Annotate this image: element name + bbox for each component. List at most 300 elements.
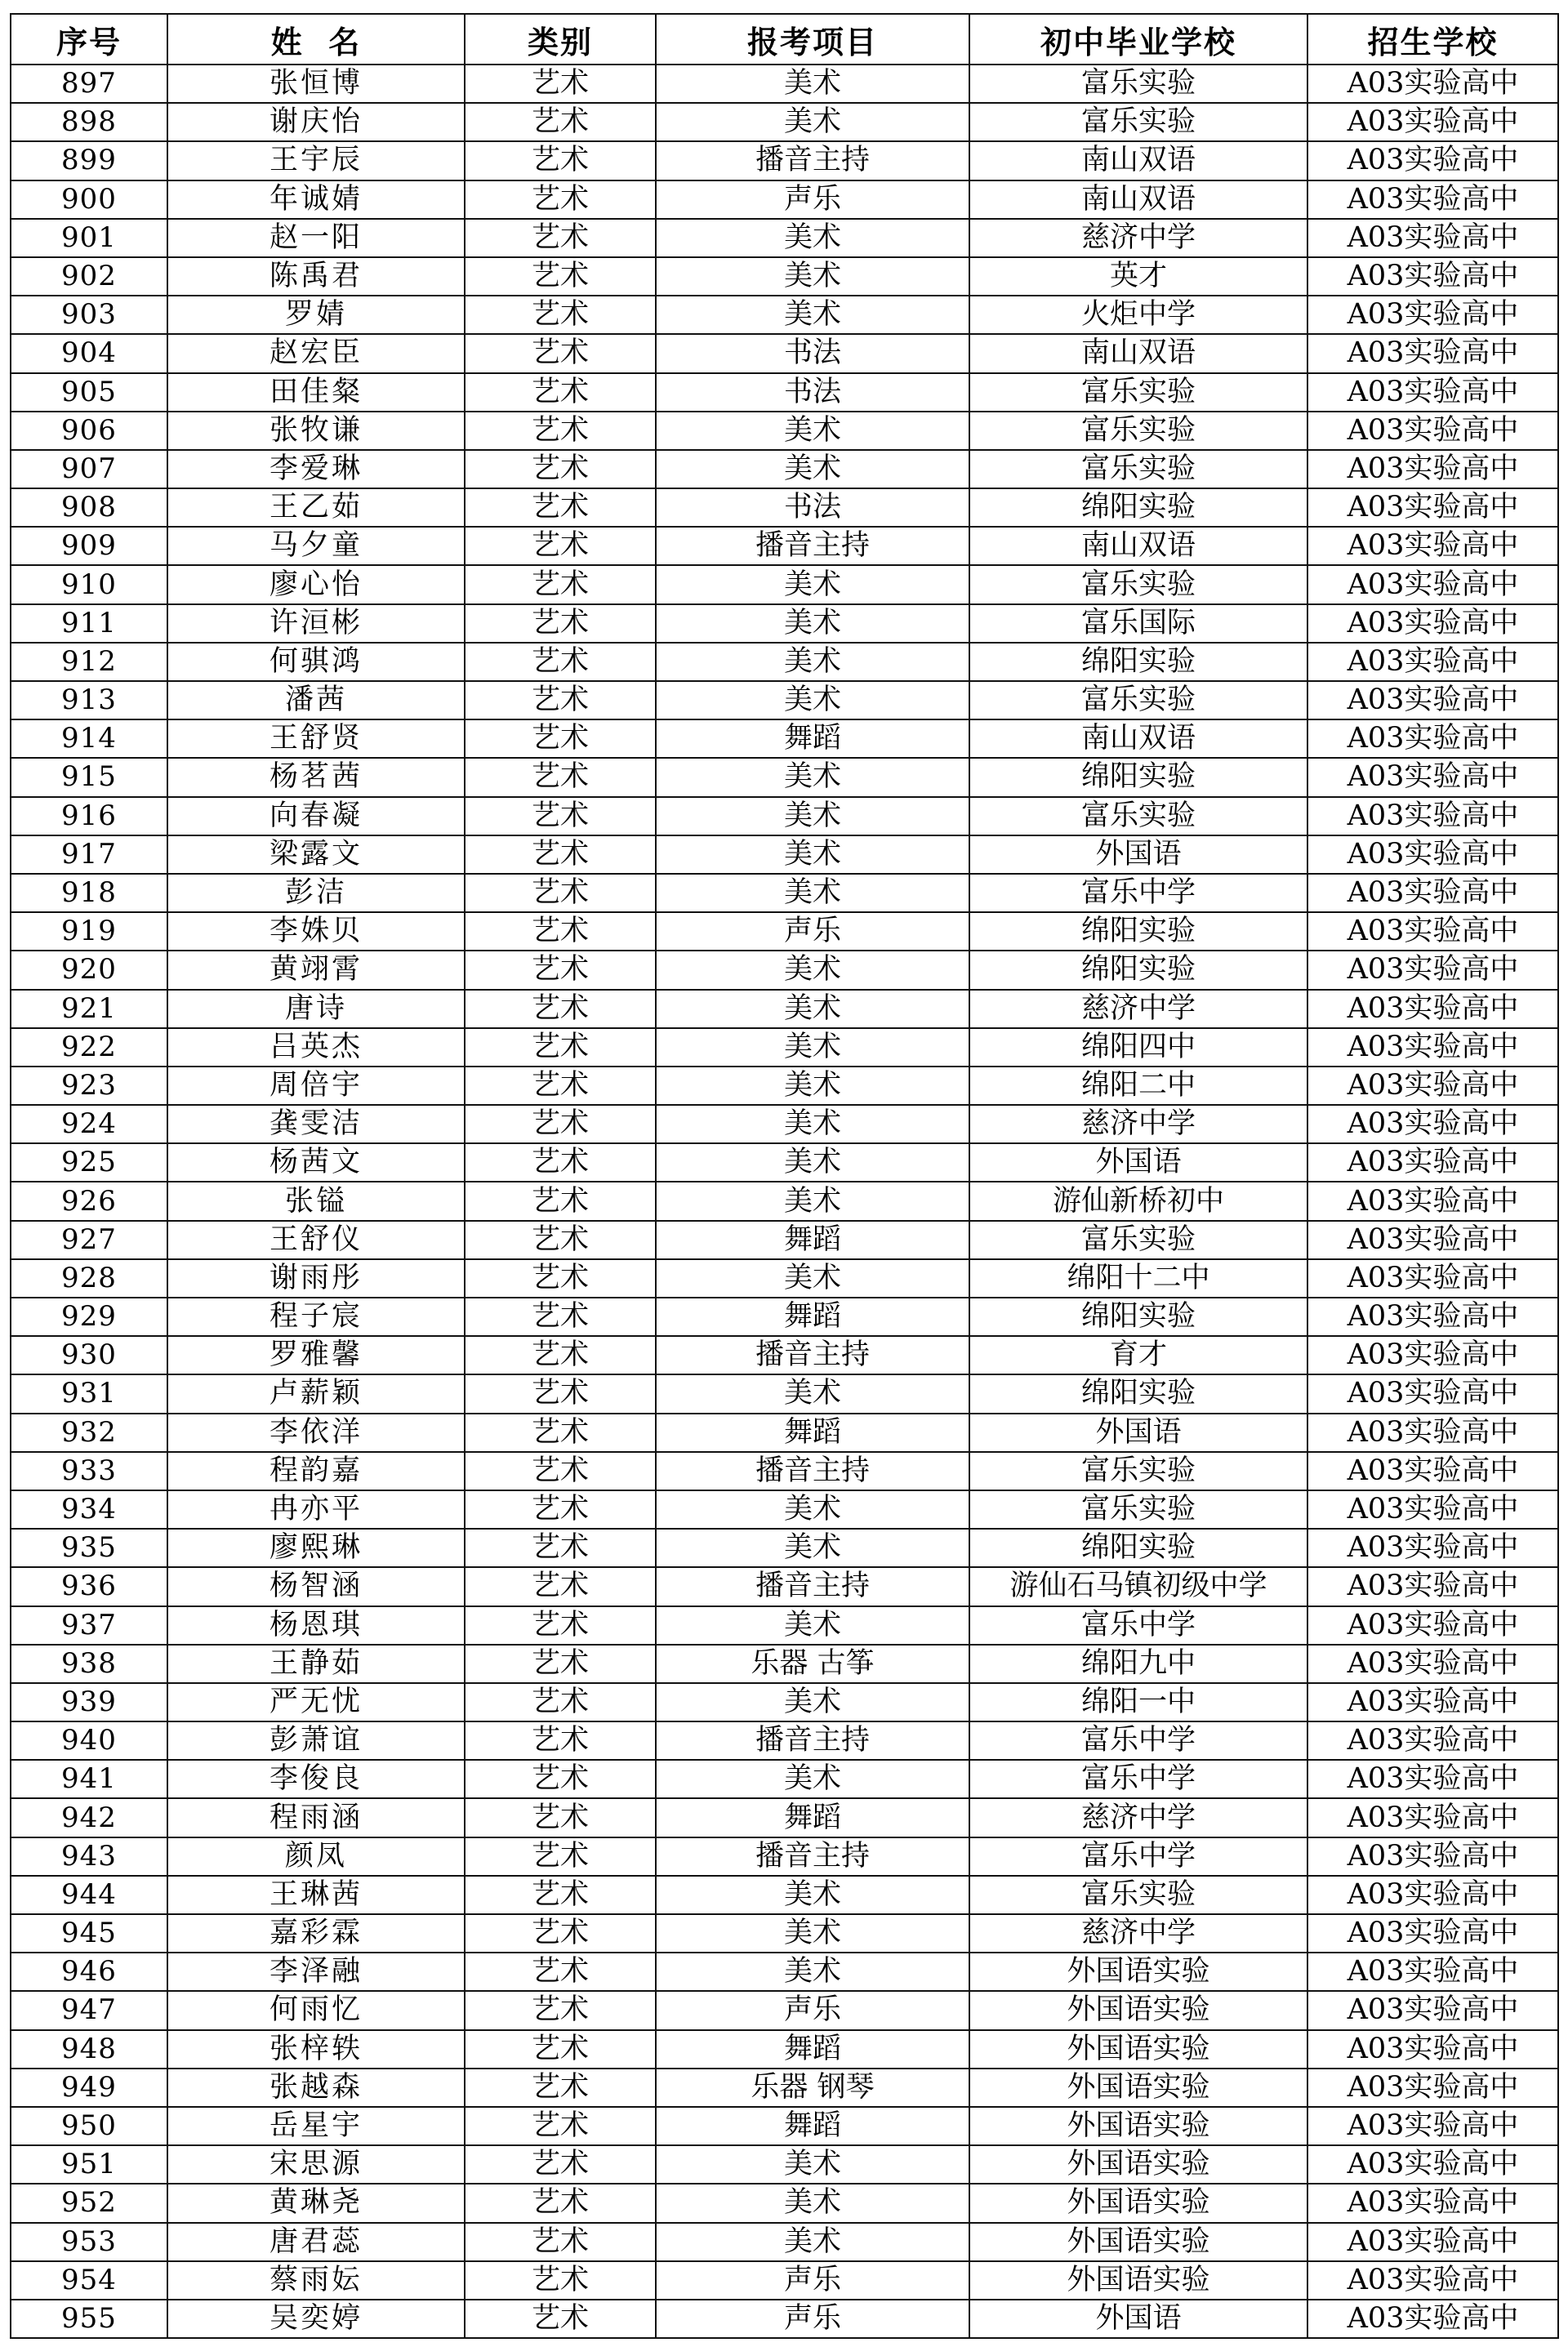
cell-item: 美术 [656,1067,969,1105]
cell-item: 书法 [656,334,969,372]
cell-enroll-school: A03实验高中 [1307,2184,1558,2222]
cell-category: 艺术 [465,2261,656,2300]
cell-no: 936 [11,1567,167,1605]
cell-junior-school: 慈济中学 [969,1914,1307,1953]
cell-name: 谢庆怡 [167,103,465,141]
cell-item: 美术 [656,758,969,796]
cell-name: 王舒贤 [167,719,465,758]
cell-category: 艺术 [465,450,656,488]
cell-item: 声乐 [656,1991,969,2029]
cell-no: 935 [11,1529,167,1567]
cell-category: 艺术 [465,1490,656,1529]
cell-no: 954 [11,2261,167,2300]
cell-junior-school: 富乐实验 [969,797,1307,835]
cell-enroll-school: A03实验高中 [1307,874,1558,912]
table-row [11,681,1558,719]
cell-no: 922 [11,1028,167,1067]
cell-category: 艺术 [465,758,656,796]
cell-item: 美术 [656,2184,969,2222]
cell-name: 张梓轶 [167,2030,465,2069]
cell-junior-school: 绵阳实验 [969,488,1307,527]
cell-name: 黄琳尧 [167,2184,465,2222]
table-row [11,1182,1558,1220]
cell-item: 播音主持 [656,1567,969,1605]
cell-enroll-school: A03实验高中 [1307,103,1558,141]
cell-name: 岳星宇 [167,2107,465,2145]
table-row [11,1953,1558,1991]
table-row [11,257,1558,296]
table-row [11,1876,1558,1914]
cell-no: 955 [11,2300,167,2338]
cell-junior-school: 绵阳实验 [969,758,1307,796]
header-category: 类别 [465,14,656,65]
cell-no: 903 [11,296,167,334]
cell-junior-school: 绵阳实验 [969,912,1307,951]
cell-enroll-school: A03实验高中 [1307,1798,1558,1837]
cell-no: 918 [11,874,167,912]
cell-category: 艺术 [465,1529,656,1567]
table-row [11,1567,1558,1605]
cell-item: 声乐 [656,912,969,951]
cell-junior-school: 富乐实验 [969,1876,1307,1914]
table-row [11,565,1558,603]
cell-category: 艺术 [465,65,656,103]
cell-enroll-school: A03实验高中 [1307,2300,1558,2338]
cell-junior-school: 绵阳四中 [969,1028,1307,1067]
cell-no: 942 [11,1798,167,1837]
cell-junior-school: 外国语实验 [969,2184,1307,2222]
cell-item: 美术 [656,1490,969,1529]
cell-no: 945 [11,1914,167,1953]
cell-enroll-school: A03实验高中 [1307,719,1558,758]
cell-category: 艺术 [465,488,656,527]
cell-enroll-school: A03实验高中 [1307,450,1558,488]
cell-no: 921 [11,990,167,1028]
cell-item: 美术 [656,1105,969,1143]
cell-item: 书法 [656,373,969,412]
cell-name: 杨智涵 [167,1567,465,1605]
cell-junior-school: 外国语实验 [969,2145,1307,2184]
cell-name: 龚雯洁 [167,1105,465,1143]
cell-no: 927 [11,1221,167,1259]
table-row [11,797,1558,835]
cell-enroll-school: A03实验高中 [1307,1683,1558,1721]
cell-enroll-school: A03实验高中 [1307,1721,1558,1760]
table-row [11,643,1558,681]
cell-category: 艺术 [465,219,656,257]
cell-enroll-school: A03实验高中 [1307,2030,1558,2069]
table-row [11,180,1558,219]
cell-no: 899 [11,141,167,180]
cell-category: 艺术 [465,1143,656,1182]
cell-junior-school: 南山双语 [969,334,1307,372]
table-row [11,1298,1558,1336]
cell-no: 911 [11,604,167,643]
cell-category: 艺术 [465,1837,656,1876]
cell-enroll-school: A03实验高中 [1307,1143,1558,1182]
cell-item: 书法 [656,488,969,527]
cell-enroll-school: A03实验高中 [1307,2069,1558,2107]
table-row [11,1606,1558,1645]
cell-no: 924 [11,1105,167,1143]
cell-item: 声乐 [656,180,969,219]
cell-name: 卢薪颖 [167,1374,465,1413]
cell-item: 美术 [656,1914,969,1953]
cell-category: 艺术 [465,296,656,334]
cell-junior-school: 富乐实验 [969,412,1307,450]
cell-junior-school: 外国语 [969,835,1307,874]
cell-no: 953 [11,2223,167,2261]
cell-enroll-school: A03实验高中 [1307,180,1558,219]
table-row [11,990,1558,1028]
cell-category: 艺术 [465,1374,656,1413]
cell-category: 艺术 [465,1567,656,1605]
cell-enroll-school: A03实验高中 [1307,990,1558,1028]
cell-junior-school: 南山双语 [969,180,1307,219]
table-row [11,65,1558,103]
table-row [11,1221,1558,1259]
cell-enroll-school: A03实验高中 [1307,1067,1558,1105]
cell-enroll-school: A03实验高中 [1307,334,1558,372]
table-row [11,1490,1558,1529]
table-row [11,103,1558,141]
cell-name: 彭萧谊 [167,1721,465,1760]
cell-no: 938 [11,1645,167,1683]
cell-name: 程雨涵 [167,1798,465,1837]
cell-item: 美术 [656,1760,969,1798]
cell-item: 舞蹈 [656,2107,969,2145]
cell-name: 李依洋 [167,1414,465,1452]
cell-enroll-school: A03实验高中 [1307,835,1558,874]
cell-no: 920 [11,951,167,989]
cell-category: 艺术 [465,1105,656,1143]
cell-category: 艺术 [465,951,656,989]
cell-category: 艺术 [465,2145,656,2184]
cell-item: 美术 [656,604,969,643]
table-row [11,1067,1558,1105]
cell-no: 932 [11,1414,167,1452]
table-row [11,412,1558,450]
cell-item: 舞蹈 [656,1298,969,1336]
cell-item: 美术 [656,1259,969,1298]
table-row [11,2107,1558,2145]
cell-item: 美术 [656,103,969,141]
cell-category: 艺术 [465,1298,656,1336]
table-row [11,951,1558,989]
cell-junior-school: 英才 [969,257,1307,296]
cell-name: 陈禹君 [167,257,465,296]
cell-junior-school: 绵阳实验 [969,1529,1307,1567]
cell-enroll-school: A03实验高中 [1307,1991,1558,2029]
cell-junior-school: 富乐实验 [969,450,1307,488]
cell-junior-school: 外国语实验 [969,2261,1307,2300]
cell-item: 美术 [656,219,969,257]
table-row [11,1259,1558,1298]
cell-name: 何雨忆 [167,1991,465,2029]
cell-no: 919 [11,912,167,951]
cell-name: 杨茜文 [167,1143,465,1182]
cell-enroll-school: A03实验高中 [1307,912,1558,951]
cell-item: 舞蹈 [656,719,969,758]
table-row [11,373,1558,412]
cell-name: 许洹彬 [167,604,465,643]
cell-item: 美术 [656,874,969,912]
cell-junior-school: 南山双语 [969,141,1307,180]
table-row [11,1143,1558,1182]
cell-enroll-school: A03实验高中 [1307,2261,1558,2300]
cell-name: 田佳粲 [167,373,465,412]
cell-name: 赵一阳 [167,219,465,257]
cell-name: 颜凤 [167,1837,465,1876]
cell-category: 艺术 [465,1259,656,1298]
cell-enroll-school: A03实验高中 [1307,1221,1558,1259]
cell-no: 946 [11,1953,167,1991]
cell-junior-school: 外国语实验 [969,1991,1307,2029]
cell-name: 王舒仪 [167,1221,465,1259]
table-row [11,835,1558,874]
cell-name: 李泽融 [167,1953,465,1991]
cell-enroll-school: A03实验高中 [1307,1182,1558,1220]
cell-no: 913 [11,681,167,719]
cell-enroll-school: A03实验高中 [1307,296,1558,334]
cell-no: 912 [11,643,167,681]
cell-category: 艺术 [465,180,656,219]
cell-enroll-school: A03实验高中 [1307,1876,1558,1914]
cell-category: 艺术 [465,1914,656,1953]
cell-name: 严无忧 [167,1683,465,1721]
cell-category: 艺术 [465,681,656,719]
cell-name: 廖熙琳 [167,1529,465,1567]
cell-enroll-school: A03实验高中 [1307,1760,1558,1798]
header-name: 姓 名 [167,14,465,65]
cell-no: 906 [11,412,167,450]
table-row [11,1452,1558,1490]
table-row [11,219,1558,257]
cell-item: 美术 [656,1182,969,1220]
cell-enroll-school: A03实验高中 [1307,1259,1558,1298]
cell-junior-school: 绵阳一中 [969,1683,1307,1721]
cell-name: 唐君蕊 [167,2223,465,2261]
cell-name: 谢雨彤 [167,1259,465,1298]
cell-junior-school: 南山双语 [969,719,1307,758]
cell-name: 吕英杰 [167,1028,465,1067]
cell-item: 舞蹈 [656,1414,969,1452]
cell-category: 艺术 [465,1683,656,1721]
cell-no: 923 [11,1067,167,1105]
cell-enroll-school: A03实验高中 [1307,2223,1558,2261]
cell-junior-school: 绵阳实验 [969,643,1307,681]
cell-item: 乐器 古筝 [656,1645,969,1683]
cell-item: 美术 [656,2145,969,2184]
cell-enroll-school: A03实验高中 [1307,1374,1558,1413]
cell-category: 艺术 [465,1221,656,1259]
table-row [11,2184,1558,2222]
cell-junior-school: 富乐国际 [969,604,1307,643]
cell-name: 李爱琳 [167,450,465,488]
table-row [11,1721,1558,1760]
cell-item: 美术 [656,1143,969,1182]
table-row [11,1683,1558,1721]
admission-list-table [10,13,1559,2339]
cell-junior-school: 富乐中学 [969,1721,1307,1760]
cell-item: 美术 [656,643,969,681]
cell-junior-school: 绵阳十二中 [969,1259,1307,1298]
cell-item: 播音主持 [656,1452,969,1490]
cell-enroll-school: A03实验高中 [1307,1837,1558,1876]
cell-category: 艺术 [465,527,656,565]
cell-junior-school: 慈济中学 [969,1105,1307,1143]
cell-enroll-school: A03实验高中 [1307,604,1558,643]
table-row [11,1028,1558,1067]
cell-name: 廖心怡 [167,565,465,603]
table-row [11,2300,1558,2338]
table-row [11,1529,1558,1567]
table-row [11,1837,1558,1876]
cell-junior-school: 富乐中学 [969,1760,1307,1798]
cell-junior-school: 富乐实验 [969,65,1307,103]
table-row [11,334,1558,372]
cell-no: 940 [11,1721,167,1760]
cell-name: 梁露文 [167,835,465,874]
cell-enroll-school: A03实验高中 [1307,219,1558,257]
cell-name: 吴奕婷 [167,2300,465,2338]
cell-item: 美术 [656,951,969,989]
cell-junior-school: 外国语实验 [969,1953,1307,1991]
table-row [11,1414,1558,1452]
cell-no: 916 [11,797,167,835]
cell-name: 年诚婧 [167,180,465,219]
cell-category: 艺术 [465,643,656,681]
cell-no: 915 [11,758,167,796]
table-row [11,2223,1558,2261]
cell-category: 艺术 [465,1028,656,1067]
cell-item: 播音主持 [656,1721,969,1760]
cell-category: 艺术 [465,2223,656,2261]
cell-name: 嘉彩霖 [167,1914,465,1953]
cell-name: 王静茹 [167,1645,465,1683]
cell-category: 艺术 [465,1336,656,1374]
cell-enroll-school: A03实验高中 [1307,412,1558,450]
table-row [11,450,1558,488]
table-row [11,604,1558,643]
header-enroll-school: 招生学校 [1307,14,1558,65]
cell-enroll-school: A03实验高中 [1307,373,1558,412]
cell-enroll-school: A03实验高中 [1307,488,1558,527]
cell-enroll-school: A03实验高中 [1307,1914,1558,1953]
table-row [11,2261,1558,2300]
cell-name: 蔡雨妘 [167,2261,465,2300]
cell-name: 宋思源 [167,2145,465,2184]
cell-item: 播音主持 [656,527,969,565]
table-row [11,1105,1558,1143]
cell-name: 马夕童 [167,527,465,565]
cell-junior-school: 富乐实验 [969,1490,1307,1529]
cell-category: 艺术 [465,1721,656,1760]
cell-no: 931 [11,1374,167,1413]
cell-enroll-school: A03实验高中 [1307,1953,1558,1991]
cell-enroll-school: A03实验高中 [1307,643,1558,681]
cell-category: 艺术 [465,1760,656,1798]
cell-junior-school: 绵阳二中 [969,1067,1307,1105]
cell-name: 王乙茹 [167,488,465,527]
cell-no: 947 [11,1991,167,2029]
cell-junior-school: 慈济中学 [969,219,1307,257]
cell-junior-school: 火炬中学 [969,296,1307,334]
cell-no: 907 [11,450,167,488]
cell-item: 美术 [656,65,969,103]
cell-item: 声乐 [656,2261,969,2300]
cell-no: 909 [11,527,167,565]
cell-no: 934 [11,1490,167,1529]
cell-junior-school: 外国语 [969,1414,1307,1452]
cell-junior-school: 富乐实验 [969,1221,1307,1259]
cell-enroll-school: A03实验高中 [1307,1105,1558,1143]
cell-junior-school: 富乐中学 [969,1837,1307,1876]
cell-enroll-school: A03实验高中 [1307,565,1558,603]
cell-item: 播音主持 [656,1336,969,1374]
cell-name: 彭洁 [167,874,465,912]
cell-name: 杨恩琪 [167,1606,465,1645]
cell-no: 908 [11,488,167,527]
cell-no: 917 [11,835,167,874]
cell-junior-school: 绵阳九中 [969,1645,1307,1683]
table-row [11,1760,1558,1798]
cell-category: 艺术 [465,2184,656,2222]
cell-category: 艺术 [465,2069,656,2107]
cell-junior-school: 绵阳实验 [969,1374,1307,1413]
cell-no: 950 [11,2107,167,2145]
cell-junior-school: 富乐实验 [969,373,1307,412]
cell-category: 艺术 [465,141,656,180]
cell-item: 声乐 [656,2300,969,2338]
cell-junior-school: 外国语实验 [969,2069,1307,2107]
cell-enroll-school: A03实验高中 [1307,1028,1558,1067]
table-row [11,2069,1558,2107]
cell-category: 艺术 [465,2030,656,2069]
cell-name: 冉亦平 [167,1490,465,1529]
cell-no: 937 [11,1606,167,1645]
header-no: 序号 [11,14,167,65]
cell-name: 张牧谦 [167,412,465,450]
cell-no: 941 [11,1760,167,1798]
cell-no: 939 [11,1683,167,1721]
cell-item: 舞蹈 [656,1221,969,1259]
table-body [11,65,1558,2338]
cell-item: 美术 [656,681,969,719]
cell-no: 930 [11,1336,167,1374]
cell-name: 王宇辰 [167,141,465,180]
cell-junior-school: 富乐中学 [969,874,1307,912]
cell-no: 898 [11,103,167,141]
cell-item: 美术 [656,835,969,874]
cell-no: 949 [11,2069,167,2107]
table-row [11,719,1558,758]
cell-name: 程子宸 [167,1298,465,1336]
cell-category: 艺术 [465,797,656,835]
cell-enroll-school: A03实验高中 [1307,257,1558,296]
cell-no: 928 [11,1259,167,1298]
cell-item: 美术 [656,1606,969,1645]
cell-junior-school: 游仙新桥初中 [969,1182,1307,1220]
cell-enroll-school: A03实验高中 [1307,951,1558,989]
cell-item: 播音主持 [656,141,969,180]
cell-junior-school: 育才 [969,1336,1307,1374]
cell-enroll-school: A03实验高中 [1307,1567,1558,1605]
cell-name: 罗婧 [167,296,465,334]
cell-category: 艺术 [465,2107,656,2145]
cell-junior-school: 绵阳实验 [969,951,1307,989]
table-row [11,1991,1558,2029]
